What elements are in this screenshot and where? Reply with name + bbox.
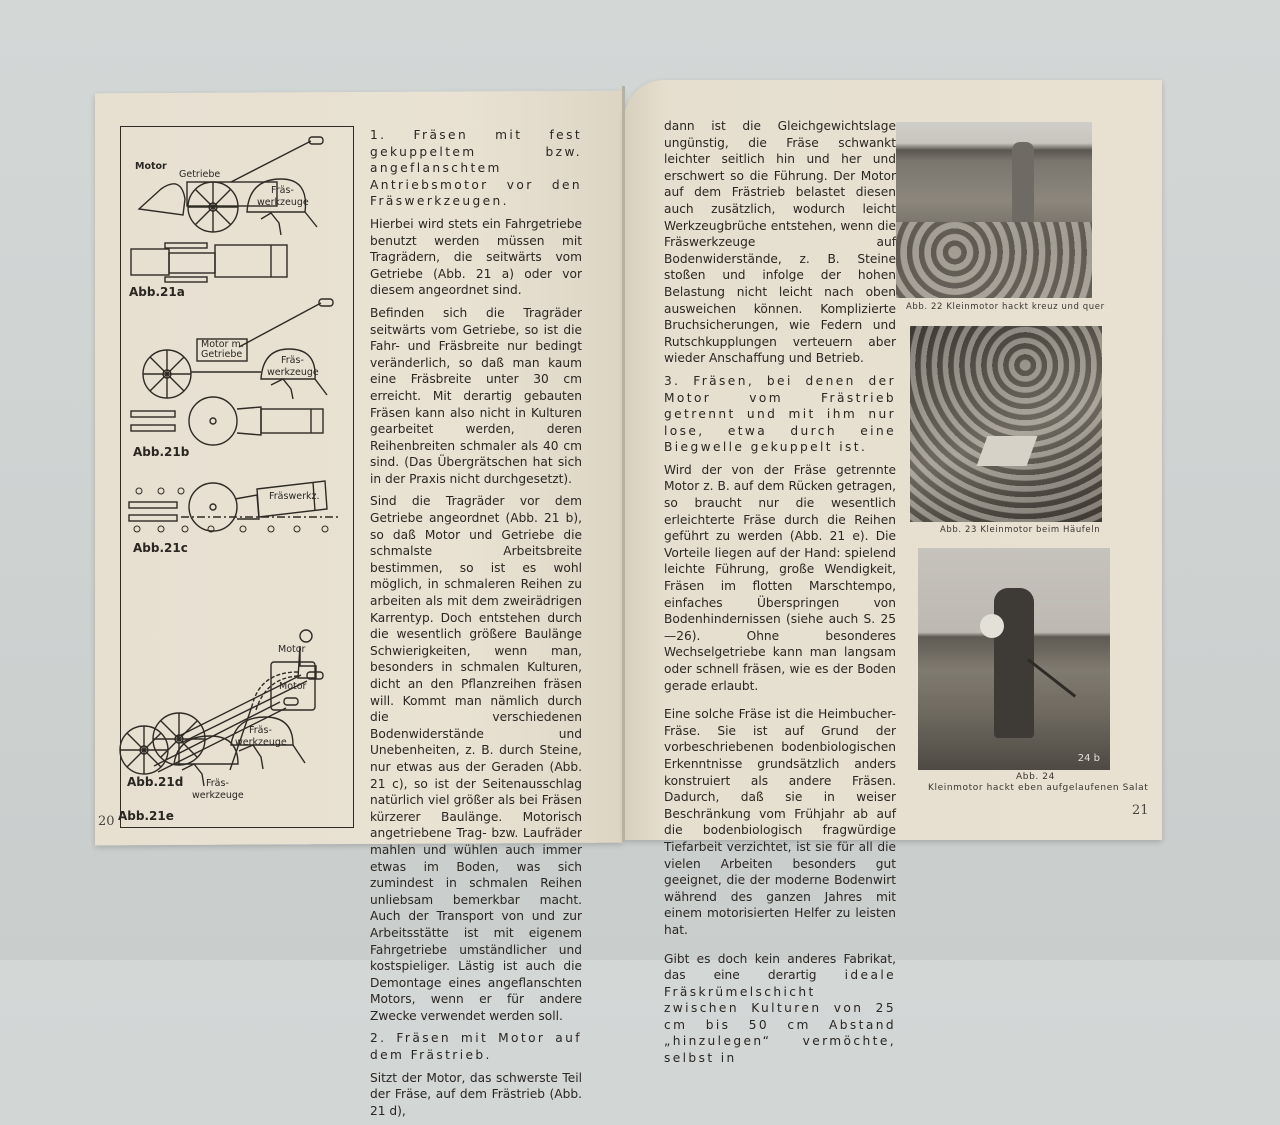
label-werkzeuge-21e: werkzeuge — [192, 790, 244, 801]
label-motor-21a: Motor — [135, 161, 167, 172]
paragraph-spaced: ideale Fräskrümelschicht zwischen Kulturen von 25 cm bis 50 cm Abstand „hinzulegen“ vermöchte, selbst in — [664, 968, 896, 1066]
left-text-column — [370, 127, 582, 1125]
label-motor-21d: Motor — [279, 681, 307, 692]
section-heading-2: 2. Fräsen mit Motor auf dem Frästrieb. — [370, 1031, 582, 1063]
label-fraeswerkz-21c: Fräswerkz. — [269, 491, 320, 502]
section-heading-3: 3. Fräsen, bei denen der Motor vom Frästrieb getrennt und mit ihm nur lose, etwa durch eine Biegwelle gekuppelt ist. — [664, 373, 896, 455]
label-fraes-21b: Fräs- — [281, 355, 304, 366]
photo-caption-abb22: Abb. 22 Kleinmotor hackt kreuz und quer — [906, 302, 1105, 312]
figure-label-abb21d: Abb.21d — [127, 775, 184, 789]
figure-label-abb21a: Abb.21a — [129, 285, 185, 299]
figure-label-abb21b: Abb.21b — [133, 445, 190, 459]
paragraph: Wird der von der Fräse getrennte Motor z. B. auf dem Rücken getragen, so braucht nur die wesentlich erleichterte Fräse durch die Reihen geführt zu werden (Abb. 21 e). Die Vorteile liegen auf der Hand: spielend leichte Führung, große Wendigkeit, Fräsen im flotten Marschtempo, einfaches Überspringen von Bodenhindernissen (siehe auch S. 25—26). Ohne besonderes Wechselgetriebe kann man langsam oder schnell fräsen, wie es der Boden gerade erlaubt. — [664, 462, 896, 693]
label-motor-m-21b: Motor m. — [201, 339, 244, 350]
paragraph: Befinden sich die Tragräder seitwärts vom Getriebe, so ist die Fahr- und Fräsbreite nur bedingt veränderlich, so daß man kaum eine Fräsbreite unter 30 cm erreicht. Mit derartig gebauten Fräsen kann also nicht in Kulturen gearbeitet werden, deren Reihenbreiten schmaler als 40 cm sind. (Das Übergrätschen hat sich in der Praxis nicht durchgesetzt). — [370, 305, 582, 486]
paragraph: Sind die Tragräder vor dem Getriebe angeordnet (Abb. 21 b), so daß Motor und Getriebe die schmalste Arbeitsbreite bestimmen, so ist es wohl möglich, in schmaleren Reihen zu arbeiten als mit dem zweirädrigen Karrentyp. Doch entstehen durch die wesentlich größere Baulänge Schwierigkeiten, wenn man, besonders in schmalen Kulturen, dicht an den Pflanzreihen fräsen will. Kommt man nämlich durch die verschiedenen Bodenwiderstände und Unebenheiten, z. B. durch Steine, nur etwas aus der Geraden (Abb. 21 c), so ist der Seitenausschlag natürlich viel größer als bei Fräsen kürzerer Baulänge. Motorisch angetriebene Trag- bzw. Laufräder mahlen und wühlen auch immer etwas im Boden, was sich zumindest in schmalen Reihen unliebsam bemerkbar macht. Auch der Transport von und zur Arbeitsstätte ist mit eigenem Fahrgetriebe umständlicher und kostspieliger. Lästig ist auch die Demontage eines angeflanschten Motors, wenn er für andere Zwecke verwendet werden soll. — [370, 494, 582, 1023]
paragraph: Eine solche Fräse ist die Heimbucher-Fräse. Sie ist auf Grund der vorbeschriebenen bodenbiologischen Erkenntnisse grundsätzlich anders konstruiert als andere Fräsen. Dadurch, daß sie in weiser Beschränkung vom Frühjahr ab auf die bodenbiologisch fragwürdige Tiefarbeit verzichtet, ist sie für all die vielen Arbeiten besonders gut geeignet, die der moderne Bodenwirt während des ganzen Jahres mit einem motorisierten Helfer zu leisten hat. — [664, 707, 896, 937]
label-werkzeuge-21b: werkzeuge — [267, 367, 319, 378]
photo-abb23-hilling — [910, 326, 1102, 522]
paragraph: dann ist die Gleichgewichtslage ungünstig, die Fräse schwankt leichter seitlich hin und her und erschwert so die Führung. Der Motor auf dem Frästrieb belastet diesen auch zusätzlich, wodurch leicht Werkzeugbrüche entstehen, wenn die Fräswerkzeuge auf Bodenwiderstände, z. B. Steine stoßen und infolge der hohen Belastung nicht leicht nach oben ausweichen können. Komplizierte Bruchsicherungen, wie Federn und Rutschkupplungen verteuern aber wieder Anschaffung und Betrieb. — [664, 119, 896, 366]
photo-abb24-walking-tiller — [918, 548, 1110, 770]
label-fraes-21a: Fräs- — [271, 185, 294, 196]
page-number-right: 21 — [1132, 803, 1149, 818]
figure-label-abb21e: Abb.21e — [118, 809, 174, 823]
photo-caption-abb23: Abb. 23 Kleinmotor beim Häufeln — [940, 525, 1101, 535]
figure-label-abb21c: Abb.21c — [133, 541, 188, 555]
paragraph: Sitzt der Motor, das schwerste Teil der Fräse, auf dem Frästrieb (Abb. 21 d), — [370, 1070, 582, 1118]
label-fraes-21e: Fräs- — [206, 778, 229, 789]
label-werkzeuge-21d: werkzeuge — [235, 737, 287, 748]
paragraph: Hierbei wird stets ein Fahrgetriebe benutzt werden müssen mit Tragrädern, die seitwärts vom Getriebe (Abb. 21 a) oder vor diesem angeordnet sind. — [370, 216, 582, 298]
label-motor-21e: Motor — [278, 644, 306, 655]
page-number-left: 20 — [98, 814, 115, 829]
tiller-wheel-21e — [118, 720, 258, 800]
photo-caption-abb24: Kleinmotor hackt eben aufgelaufenen Salat — [928, 783, 1149, 793]
label-fraes-21d: Fräs- — [249, 725, 272, 736]
photo-mark: 24 b — [1077, 753, 1100, 764]
label-getriebe-21b: Getriebe — [201, 349, 243, 360]
paragraph: Gibt es doch kein anderes Fabrikat, das eine derartig — [664, 951, 896, 983]
photo-caption-number-abb24: Abb. 24 — [1016, 772, 1055, 782]
label-werkzeuge-21a: werkzeuge — [257, 197, 309, 208]
right-text-column — [664, 118, 896, 1073]
booklet-spine — [622, 86, 625, 842]
section-heading-1: 1. Fräsen mit fest gekuppeltem bzw. angeflanschtem Antriebsmotor vor den Fräswerkzeugen. — [370, 128, 582, 209]
photo-abb22-cabbage-field — [896, 122, 1092, 298]
label-getriebe-21a: Getriebe — [179, 169, 221, 180]
